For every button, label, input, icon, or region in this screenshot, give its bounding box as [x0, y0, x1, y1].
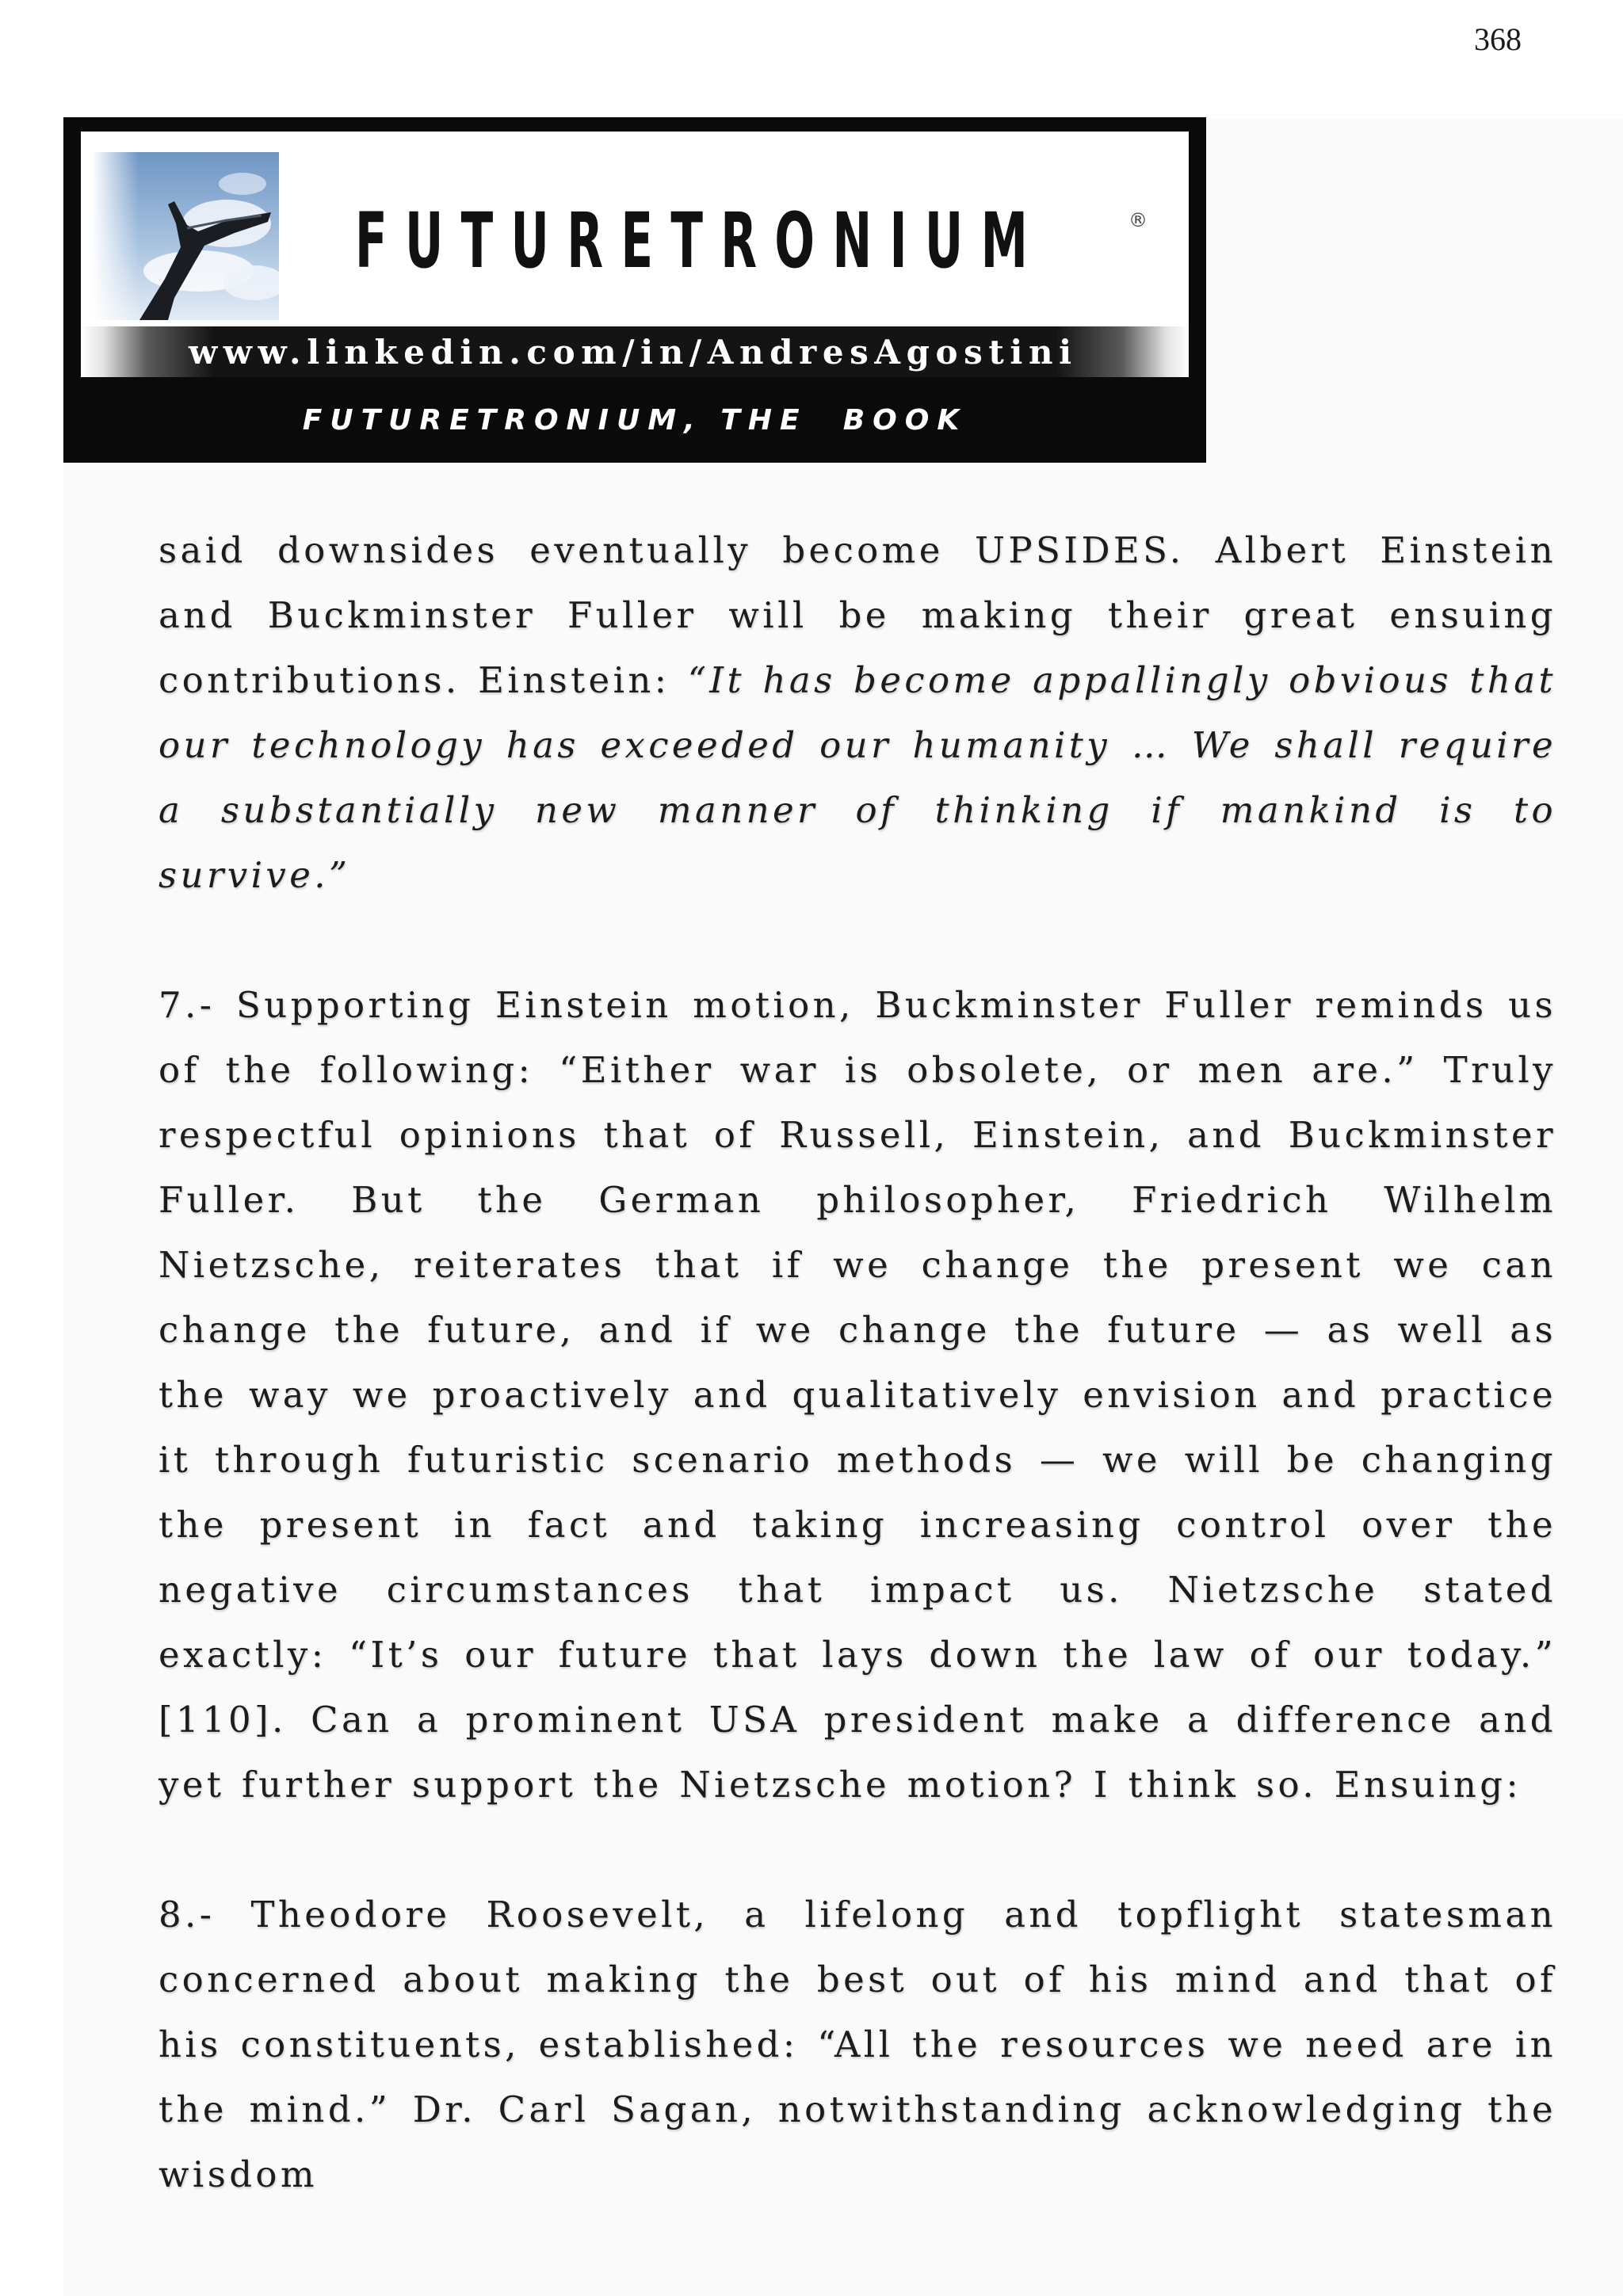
- body-text: [158, 518, 1556, 2207]
- registered-trademark-mark: ®: [1128, 209, 1148, 231]
- banner-caption: FUTURETRONIUM, THE BOOK: [302, 404, 968, 437]
- paragraph-einstein-text: said downsides eventually become UPSIDES. Albert Einstein and Buckminster Fuller will be making their great ensuing contributions. Einstein:: [158, 529, 1556, 701]
- page-number: 368: [1474, 21, 1522, 57]
- futuretronium-logo-title: FUTURETRONIUM: [355, 196, 1046, 285]
- paragraph-item-7: 7.- Supporting Einstein motion, Buckminster Fuller reminds us of the following: “Either war is obsolete, or men are.” Truly respectful opinions that of Russell, Einstein, and Buckminster Fuller. But the German philosopher, Friedrich Wilhelm Nietzsche, reiterates that if we change the present we can change the future, and if we change the future — as well as the way we proactively and qualitatively envision and practice it through futuristic scenario methods — we will be changing the present in fact and taking increasing control over the negative circumstances that impact us. Nietzsche stated exactly: “It’s our future that lays down the law of our today.” [110]. Can a prominent USA president make a difference and yet further support the Nietzsche motion? I think so. Ensuing:: [158, 984, 1556, 1806]
- paragraph-item-8: 8.- Theodore Roosevelt, a lifelong and topflight statesman concerned about making the best out of his mind and that of his constituents, established: “All the resources we need are in the mind.” Dr. Carl Sagan, notwithstanding acknowledging the wisdom: [158, 1894, 1556, 2195]
- reaching-hand-sky-image: [92, 152, 279, 320]
- paragraph-einstein: [158, 518, 1556, 908]
- banner-logo-panel: [81, 128, 1189, 377]
- linkedin-url: www.linkedin.com/in/AndresAgostini: [189, 333, 1078, 372]
- book-banner: [63, 117, 1206, 463]
- einstein-quote: “It has become appallingly obvious that our technology has exceeded our humanity … We shall require a substantially new manner of thinking if mankind is to survive.”: [158, 659, 1556, 896]
